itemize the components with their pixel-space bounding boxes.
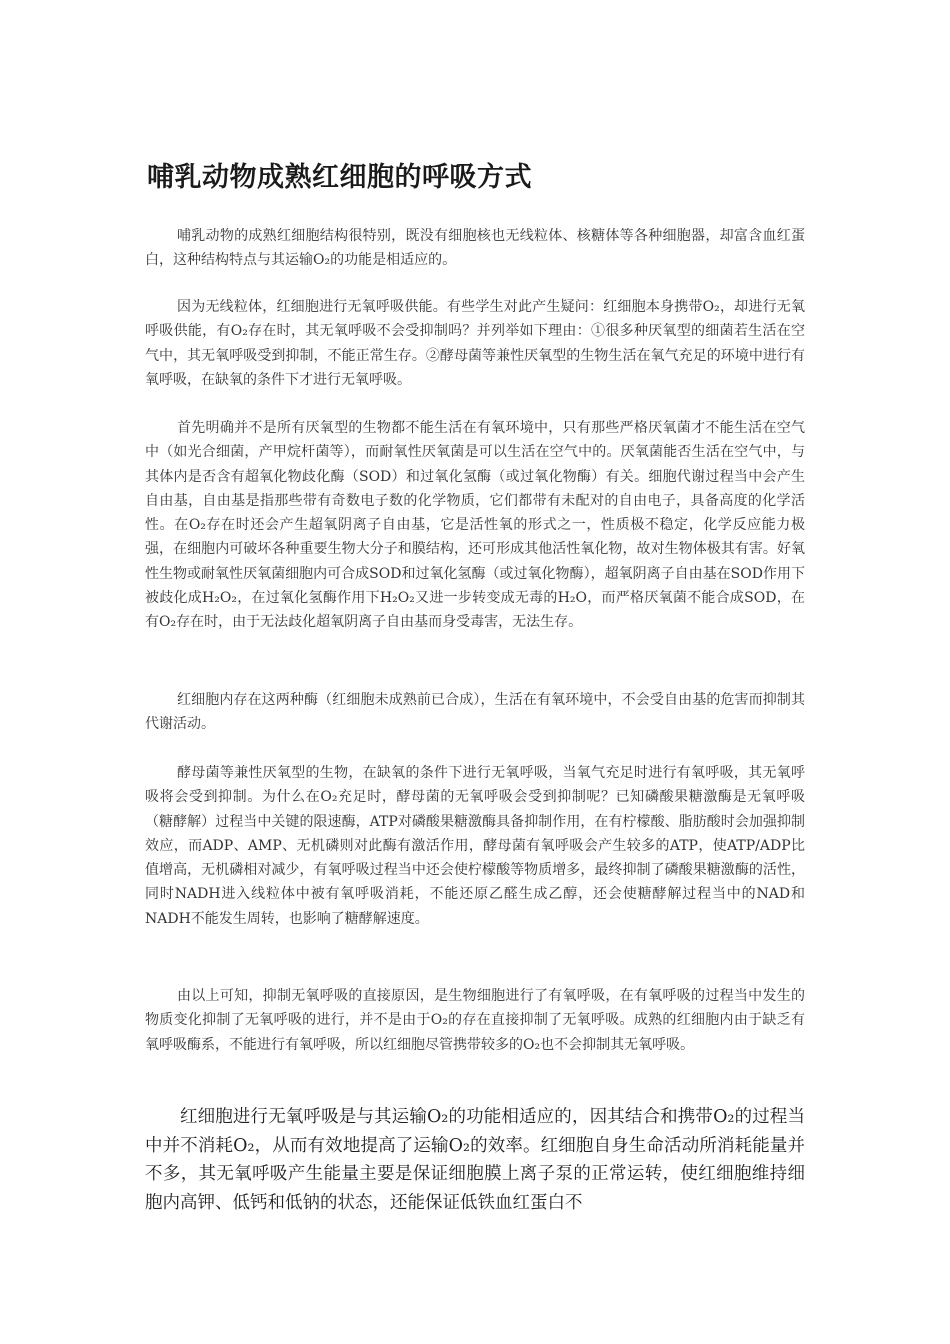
paragraph-2: 因为无线粒体，红细胞进行无氧呼吸供能。有些学生对此产生疑问：红细胞本身携带O₂，却进行无氧呼吸供能，有O₂存在时，其无氧呼吸不会受抑制吗？并列举如下理由：①很多种厌氧型的细菌若生活在空气中，其无氧呼吸受到抑制，不能正常生存。②酵母菌等兼性厌氧型的生物生活在氧气充足的环境中进行有氧呼吸，在缺氧的条件下才进行无氧呼吸。 [145, 299, 805, 388]
paragraph-1: 哺乳动物的成熟红细胞结构很特别，既没有细胞核也无线粒体、核糖体等各种细胞器，却富含血红蛋白，这种结构特点与其运输O₂的功能是相适应的。 [145, 228, 805, 269]
paragraph-4: 红细胞内存在这两种酶（红细胞未成熟前已合成），生活在有氧环境中，不会受自由基的危害而抑制其代谢活动。 [145, 692, 805, 733]
paragraph-6: 由以上可知，抑制无氧呼吸的直接原因，是生物细胞进行了有氧呼吸，在有氧呼吸的过程当中发生的物质变化抑制了无氧呼吸的进行，并不是由于O₂的存在直接抑制了无氧呼吸。成熟的红细胞内由于缺乏有氧呼吸酶系，不能进行有氧呼吸，所以红细胞尽管携带较多的O₂也不会抑制其无氧呼吸。 [145, 988, 805, 1053]
paragraph-5: 酵母菌等兼性厌氧型的生物，在缺氧的条件下进行无氧呼吸，当氧气充足时进行有氧呼吸，其无氧呼吸将会受到抑制。为什么在O₂充足时，酵母菌的无氧呼吸会受到抑制呢？已知磷酸果糖激酶是无氧呼吸（糖酵解）过程当中关键的限速酶，ATP对磷酸果糖激酶具备抑制作用，在有柠檬酸、脂肪酸时会加强抑制效应，而ADP、AMP、无机磷则对此酶有激活作用，酵母菌有氧呼吸会产生较多的ATP，使ATP/ADP比值增高，无机磷相对减少，有氧呼吸过程当中还会使柠檬酸等物质增多，最终抑制了磷酸果糖激酶的活性，同时NADH进入线粒体中被有氧呼吸消耗，不能还原乙醛生成乙醇，还会使糖酵解过程当中的NAD和NADH不能发生周转，也影响了糖酵解速度。 [145, 765, 805, 927]
document-title: 哺乳动物成熟红细胞的呼吸方式 [147, 162, 532, 193]
paragraph-3: 首先明确并不是所有厌氧型的生物都不能生活在有氧环境中，只有那些严格厌氧菌才不能生活在空气中（如光合细菌，产甲烷杆菌等），而耐氧性厌氧菌是可以生活在空气中的。厌氧菌能否生活在空气中，与其体内是否含有超氧化物歧化酶（SOD）和过氧化氢酶（或过氧化物酶）有关。细胞代谢过程当中会产生自由基，自由基是指那些带有奇数电子数的化学物质，它们都带有未配对的自由电子，具备高度的化学活性。在O₂存在时还会产生超氧阴离子自由基，它是活性氧的形式之一，性质极不稳定，化学反应能力极强，在细胞内可破坏各种重要生物大分子和膜结构，还可形成其他活性氧化物，故对生物体极其有害。好氧性生物或耐氧性厌氧菌细胞内可合成SOD和过氧化氢酶（或过氧化物酶），超氧阴离子自由基在SOD作用下被歧化成H₂O₂，在过氧化氢酶作用下H₂O₂又进一步转变成无毒的H₂O，而严格厌氧菌不能合成SOD，在有O₂存在时，由于无法歧化超氧阴离子自由基而身受毒害，无法生存。 [145, 420, 805, 631]
paragraph-7: 红细胞进行无氧呼吸是与其运输O₂的功能相适应的，因其结合和携带O₂的过程当中并不消耗O₂，从而有效地提高了运输O₂的效率。红细胞自身生命活动所消耗能量并不多，其无氧呼吸产生能量主要是保证细胞膜上离子泵的正常运转，使红细胞维持细胞内高钾、低钙和低钠的状态，还能保证低铁血红蛋白不 [145, 1107, 805, 1213]
